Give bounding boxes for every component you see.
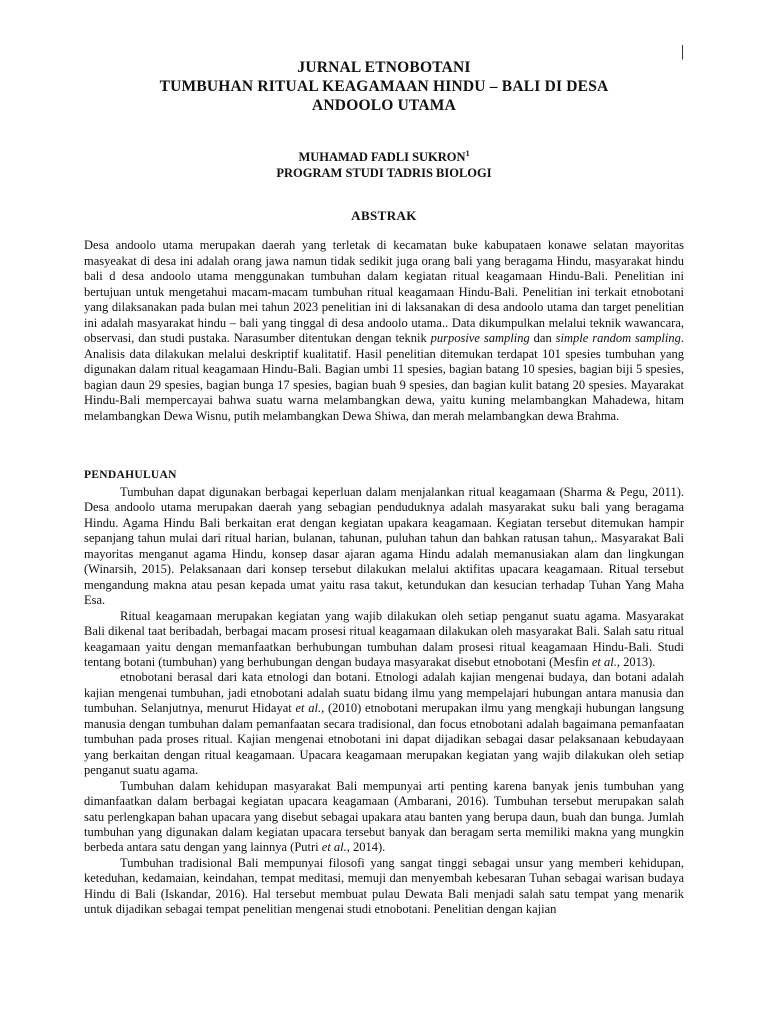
abstract-italic-term-2: simple random sampling [555, 331, 681, 345]
abstract-paragraph [84, 238, 684, 424]
intro-p2-text-b: , 2013). [616, 654, 656, 669]
title-line-2: TUMBUHAN RITUAL KEAGAMAAN HINDU – BALI DI DESA [159, 78, 609, 95]
intro-p3-text-b: (2010) etnobotani merupakan ilmu yang mengkaji hubungan langsung manusia dengan tumbuhan dalam pemanfaatan secara tradisional, dan focus etnobotani adalah bagaimana pemanfaatan tumbuhan pada proses ritual. Kajian mengenai etnobotani ini dapat dijadikan sebagai dasar pelaksanaan kebudayaan yang berkaitan dengan ritual keagamaan. Upacara keagamaan merupakan kegiatan yang wajib dilakukan oleh setiap penganut suatu agama. [84, 701, 685, 778]
paper-title [0, 58, 768, 115]
abstract-text-3: . Analisis data dilakukan melalui deskriptif kualitatif. Hasil penelitian ditemukan terdapat 101 spesies tumbuhan yang digunakan dalam ritual keagamaan Hindu-Bali. Bagian umbi 11 spesies, bagian batang 10 spesies, bagian biji 5 spesies, bagian daun 29 spesies, bagian bunga 17 spesies, bagian buah 9 spesies, dan bagian kulit batang 20 spesies. Mayarakat Hindu-Bali mempercayai bahwa suatu warna melambangkan dewa, yaitu kuning melambangkan Mahadewa, hitam melambangkan Dewa Wisnu, putih melambangkan Dewa Shiwa, dan merah melambangkan dewa Brahma. [84, 331, 685, 423]
intro-p2-italic: et al. [591, 654, 617, 669]
abstract-italic-term-1: purposive sampling [430, 331, 530, 345]
intro-p2-text-a: Ritual keagamaan merupakan kegiatan yang wajib dilakukan oleh setiap penganut suatu agama. Masyarakat Bali dikenal taat beribadah, berbagai macam prosesi ritual keagamaan dilakukan oleh masyarakat Bali. Salah satu ritual keagamaan yaitu dengan memanfaatkan berhubungan tumbuhan dalam prosesi ritual keagamaan Hindu-Bali. Studi tentang botani (tumbuhan) yang berhubungan dengan budaya masyarakat disebut etnobotani (Mesfin [84, 608, 684, 669]
abstract-text-2: dan [529, 331, 556, 345]
section-heading-introduction: PENDAHULUAN [84, 469, 177, 481]
abstract-body [84, 238, 684, 424]
title-line-1: JURNAL ETNOBOTANI [297, 59, 471, 76]
intro-paragraph-5: Tumbuhan tradisional Bali mempunyai filosofi yang sangat tinggi sebagai unsur yang memberi kehidupan, keteduhan, kedamaian, keindahan, tempat meditasi, memuji dan menyembah kebesaran Tuhan sebagai warisan budaya Hindu di Bali (Iskandar, 2016). Hal tersebut membuat pulau Dewata Bali menjadi salah satu tempat yang menarik untuk dijadikan sebagai tempat penelitian mengenai studi etnobotani. Penelitian dengan kajian [84, 855, 684, 917]
author-affiliation-mark: 1 [465, 149, 470, 158]
intro-p3-italic: et al., [295, 701, 325, 716]
intro-p3-text-a: etnobotani berasal dari kata etnologi dan botani. Etnologi adalah kajian mengenai budaya, dan botani adalah kajian mengenai tumbuhan, jadi etnobotani adalah suatu bidang ilmu yang mempelajari hubungan antara manusia dan tumbuhan. Selanjutnya, menurut Hidayat [84, 670, 684, 716]
page-edge-marker: | [681, 43, 685, 60]
intro-p4-italic: et al., [321, 840, 350, 855]
intro-paragraph-1: Tumbuhan dapat digunakan berbagai keperluan dalam menjalankan ritual keagamaan (Sharma & Pegu, 2011). Desa andoolo utama merupakan daerah yang sebagian penduduknya adalah masyarakat suku bali yang beragama Hindu. Agama Hindu Bali berkaitan erat dengan kegiatan upakara keagamaan. Kegiatan tersebut ditemukan hampir sepanjang tahun mulai dari ritual harian, bulanan, tahunan, puluhan tahun dan bahkan ratusan tahun,. Masyarakat Bali mayoritas menganut agama Hindu, konsep dasar ajaran agama Hindu adalah memanusiakan alam dan lingkungan (Winarsih, 2015). Pelaksanaan dari konsep tersebut dilakukan melalui aktifitas upacara keagamaan. Ritual tersebut mengandung makna atau pesan kepada umat yaitu rasa takut, ketundukan dan kesucian terhadap Tuhan Yang Maha Esa. [84, 485, 684, 608]
author-name: MUHAMAD FADLI SUKRON [298, 150, 466, 165]
intro-paragraph-2 [84, 609, 684, 671]
abstract-text-1: Desa andoolo utama merupakan daerah yang terletak di kecamatan buke kabupataen konawe selatan mayoritas masyeakat di desa ini adalah orang jawa namun tidak sedikit juga orang bali yang beragama Hindu, masyarakat hindu bali d desa andoolo utama menggunakan tumbuhan dalam kegiatan ritual keagamaan Hindu-Bali. Penelitian ini bertujuan untuk mengetahui macam-macam tumbuhan ritual keagamaan Hindu-Bali. Penelitian ini terkait etnobotani yang dilaksanakan pada bulan mei tahun 2023 penelitian ini di laksanakan di desa andoolo utama dan target penelitian ini adalah masyarakat hindu – bali yang tinggal di desa andoolo utama.. Data dikumpulkan melalui teknik wawancara, observasi, dan studi pustaka. Narasumber ditentukan dengan teknik [84, 238, 684, 345]
introduction-body [84, 485, 684, 918]
abstract-heading: ABSTRAK [351, 208, 417, 223]
intro-p4-text-a: Tumbuhan dalam kehidupan masyarakat Bali mempunyai arti penting karena banyak jenis tumbuhan yang dimanfaatkan dalam berbagai kegiatan upacara keagamaan (Ambarani, 2016). Tumbuhan tersebut merupakan salah satu perlengkapan bahan upacara yang disebut sebagai upakara atau banten yang berupa daun, buah dan bunga. Jumlah tumbuhan yang digunakan dalam kegiatan upacara tersebut banyak dan beragam serta memiliki makna yang mungkin berbeda antara satu dengan yang lainnya (Putri [84, 778, 684, 855]
author-line [0, 147, 768, 164]
author-program: PROGRAM STUDI TADRIS BIOLOGI [276, 166, 492, 180]
intro-p4-text-b: 2014). [349, 840, 386, 855]
title-line-3: ANDOOLO UTAMA [312, 97, 456, 114]
intro-paragraph-3 [84, 670, 684, 778]
intro-paragraph-4 [84, 779, 684, 856]
